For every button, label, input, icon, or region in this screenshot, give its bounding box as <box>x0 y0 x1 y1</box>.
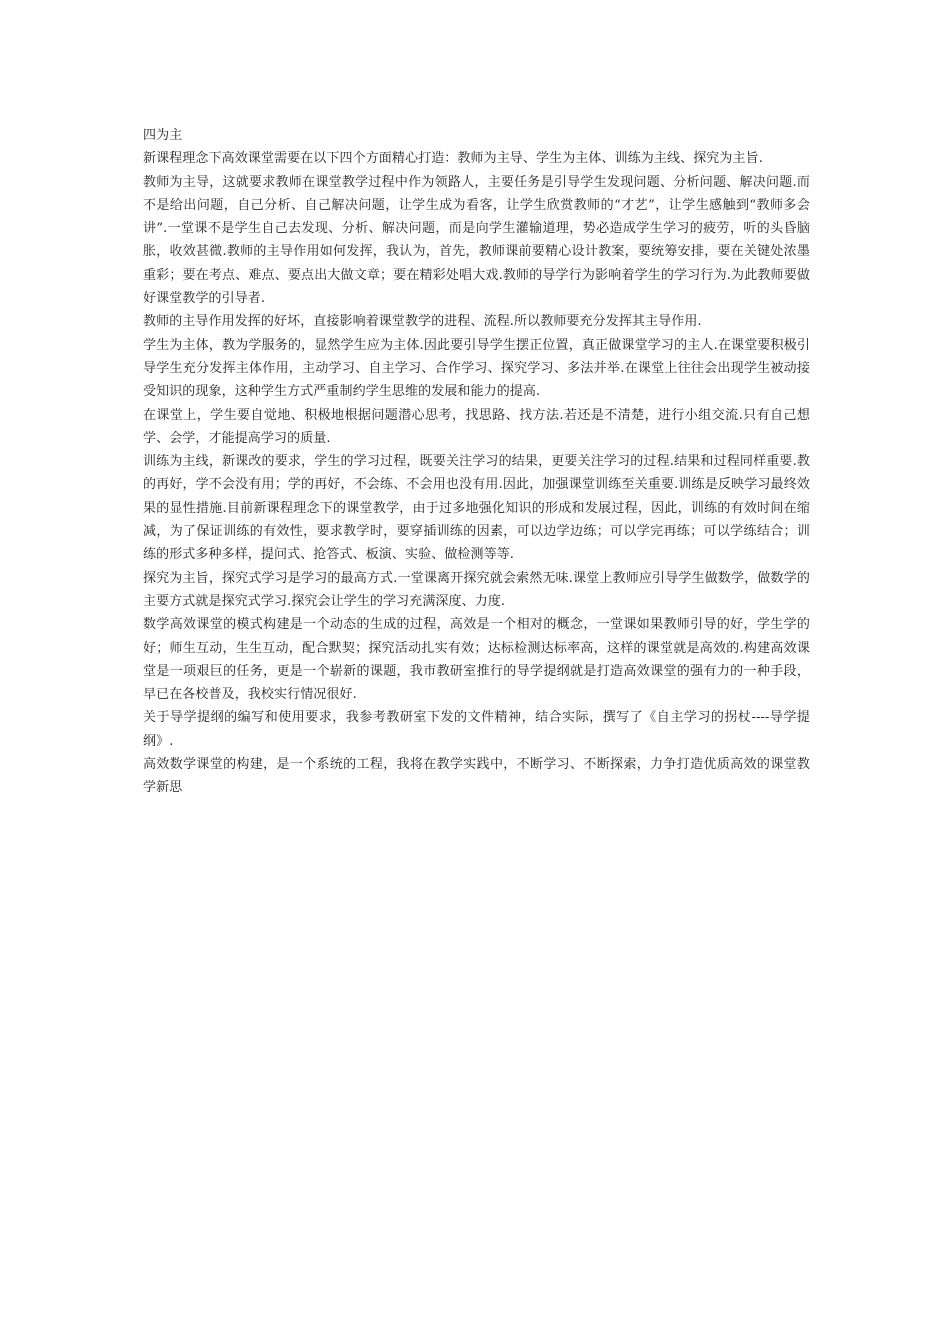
paragraph-teacher-leading: 教师为主导，这就要求教师在课堂教学过程中作为领路人，主要任务是引导学生发现问题、分析问题、解决问题.而不是给出问题，自己分析、自己解决问题，让学生成为看客，让学生欣赏教师的“才艺”，让学生感触到“教师多会讲”.一堂课不是学生自己去发现、分析、解决问题，而是向学生灌输道理，势必造成学生学习的疲劳，听的头昏脑胀，收效甚微.教师的主导作用如何发挥，我认为，首先，教师课前要精心设计教案，要统筹安排，要在关键处浓墨重彩；要在考点、难点、要点出大做文章；要在精彩处唱大戏.教师的导学行为影响着学生的学习行为.为此教师要做好课堂教学的引导者. <box>143 174 810 307</box>
paragraph-conclusion: 高效数学课堂的构建，是一个系统的工程，我将在教学实践中，不断学习、不断探索，力争打造优质高效的课堂教学新思 <box>143 757 810 796</box>
paragraph-efficient-classroom: 数学高效课堂的模式构建是一个动态的生成的过程，高效是一个相对的概念，一堂课如果教师引导的好，学生学的好；师生互动，生生互动，配合默契；探究活动扎实有效；达标检测达标率高，这样的课堂就是高效的.构建高效课堂是一项艰巨的任务，更是一个崭新的课题，我市教研室推行的导学提纲就是打造高效课堂的强有力的一种手段，早已在各校普及，我校实行情况很好. <box>143 617 810 703</box>
paragraph-inquiry-purpose: 探究为主旨，探究式学习是学习的最高方式.一堂课离开探究就会索然无味.课堂上教师应引导学生做数学，做数学的主要方式就是探究式学习.探究会让学生的学习充满深度、力度. <box>143 570 810 609</box>
paragraph-intro: 新课程理念下高效课堂需要在以下四个方面精心打造：教师为主导、学生为主体、训练为主线、探究为主旨. <box>143 151 763 167</box>
paragraph-training-mainline: 训练为主线，新课改的要求，学生的学习过程，既要关注学习的结果，更要关注学习的过程.结果和过程同样重要.教的再好，学不会没有用；学的再好，不会练、不会用也没有用.因此，加强课堂训练至关重要.训练是反映学习最终效果的显性措施.目前新课程理念下的课堂教学，由于过多地强化知识的形成和发展过程，因此，训练的有效时间在缩减，为了保证训练的有效性，要求教学时，要穿插训练的因素，可以边学边练；可以学完再练；可以学练结合；训练的形式多种多样，提问式、抢答式、板演、实验、做检测等等. <box>143 454 810 563</box>
paragraph-teacher-effect: 教师的主导作用发挥的好坏，直接影响着课堂教学的进程、流程.所以教师要充分发挥其主导作用. <box>143 314 702 330</box>
paragraph-student-thinking: 在课堂上，学生要自觉地、积极地根据问题潜心思考，找思路、找方法.若还是不清楚，进行小组交流.只有自己想学、会学，才能提高学习的质量. <box>143 407 810 446</box>
section-heading: 四为主 <box>143 128 183 143</box>
paragraph-student-subject: 学生为主体，教为学服务的，显然学生应为主体.因此要引导学生摆正位置，真正做课堂学习的主人.在课堂要积极引导学生充分发挥主体作用，主动学习、自主学习、合作学习、探究学习、多法并举.在课堂上往往会出现学生被动接受知识的现象，这种学生方式严重制约学生思维的发展和能力的提高. <box>143 337 810 400</box>
paragraph-study-outline: 关于导学提纲的编写和使用要求，我参考教研室下发的文件精神，结合实际，撰写了《自主学习的拐杖----导学提纲》. <box>143 710 810 749</box>
document-body <box>143 124 810 800</box>
